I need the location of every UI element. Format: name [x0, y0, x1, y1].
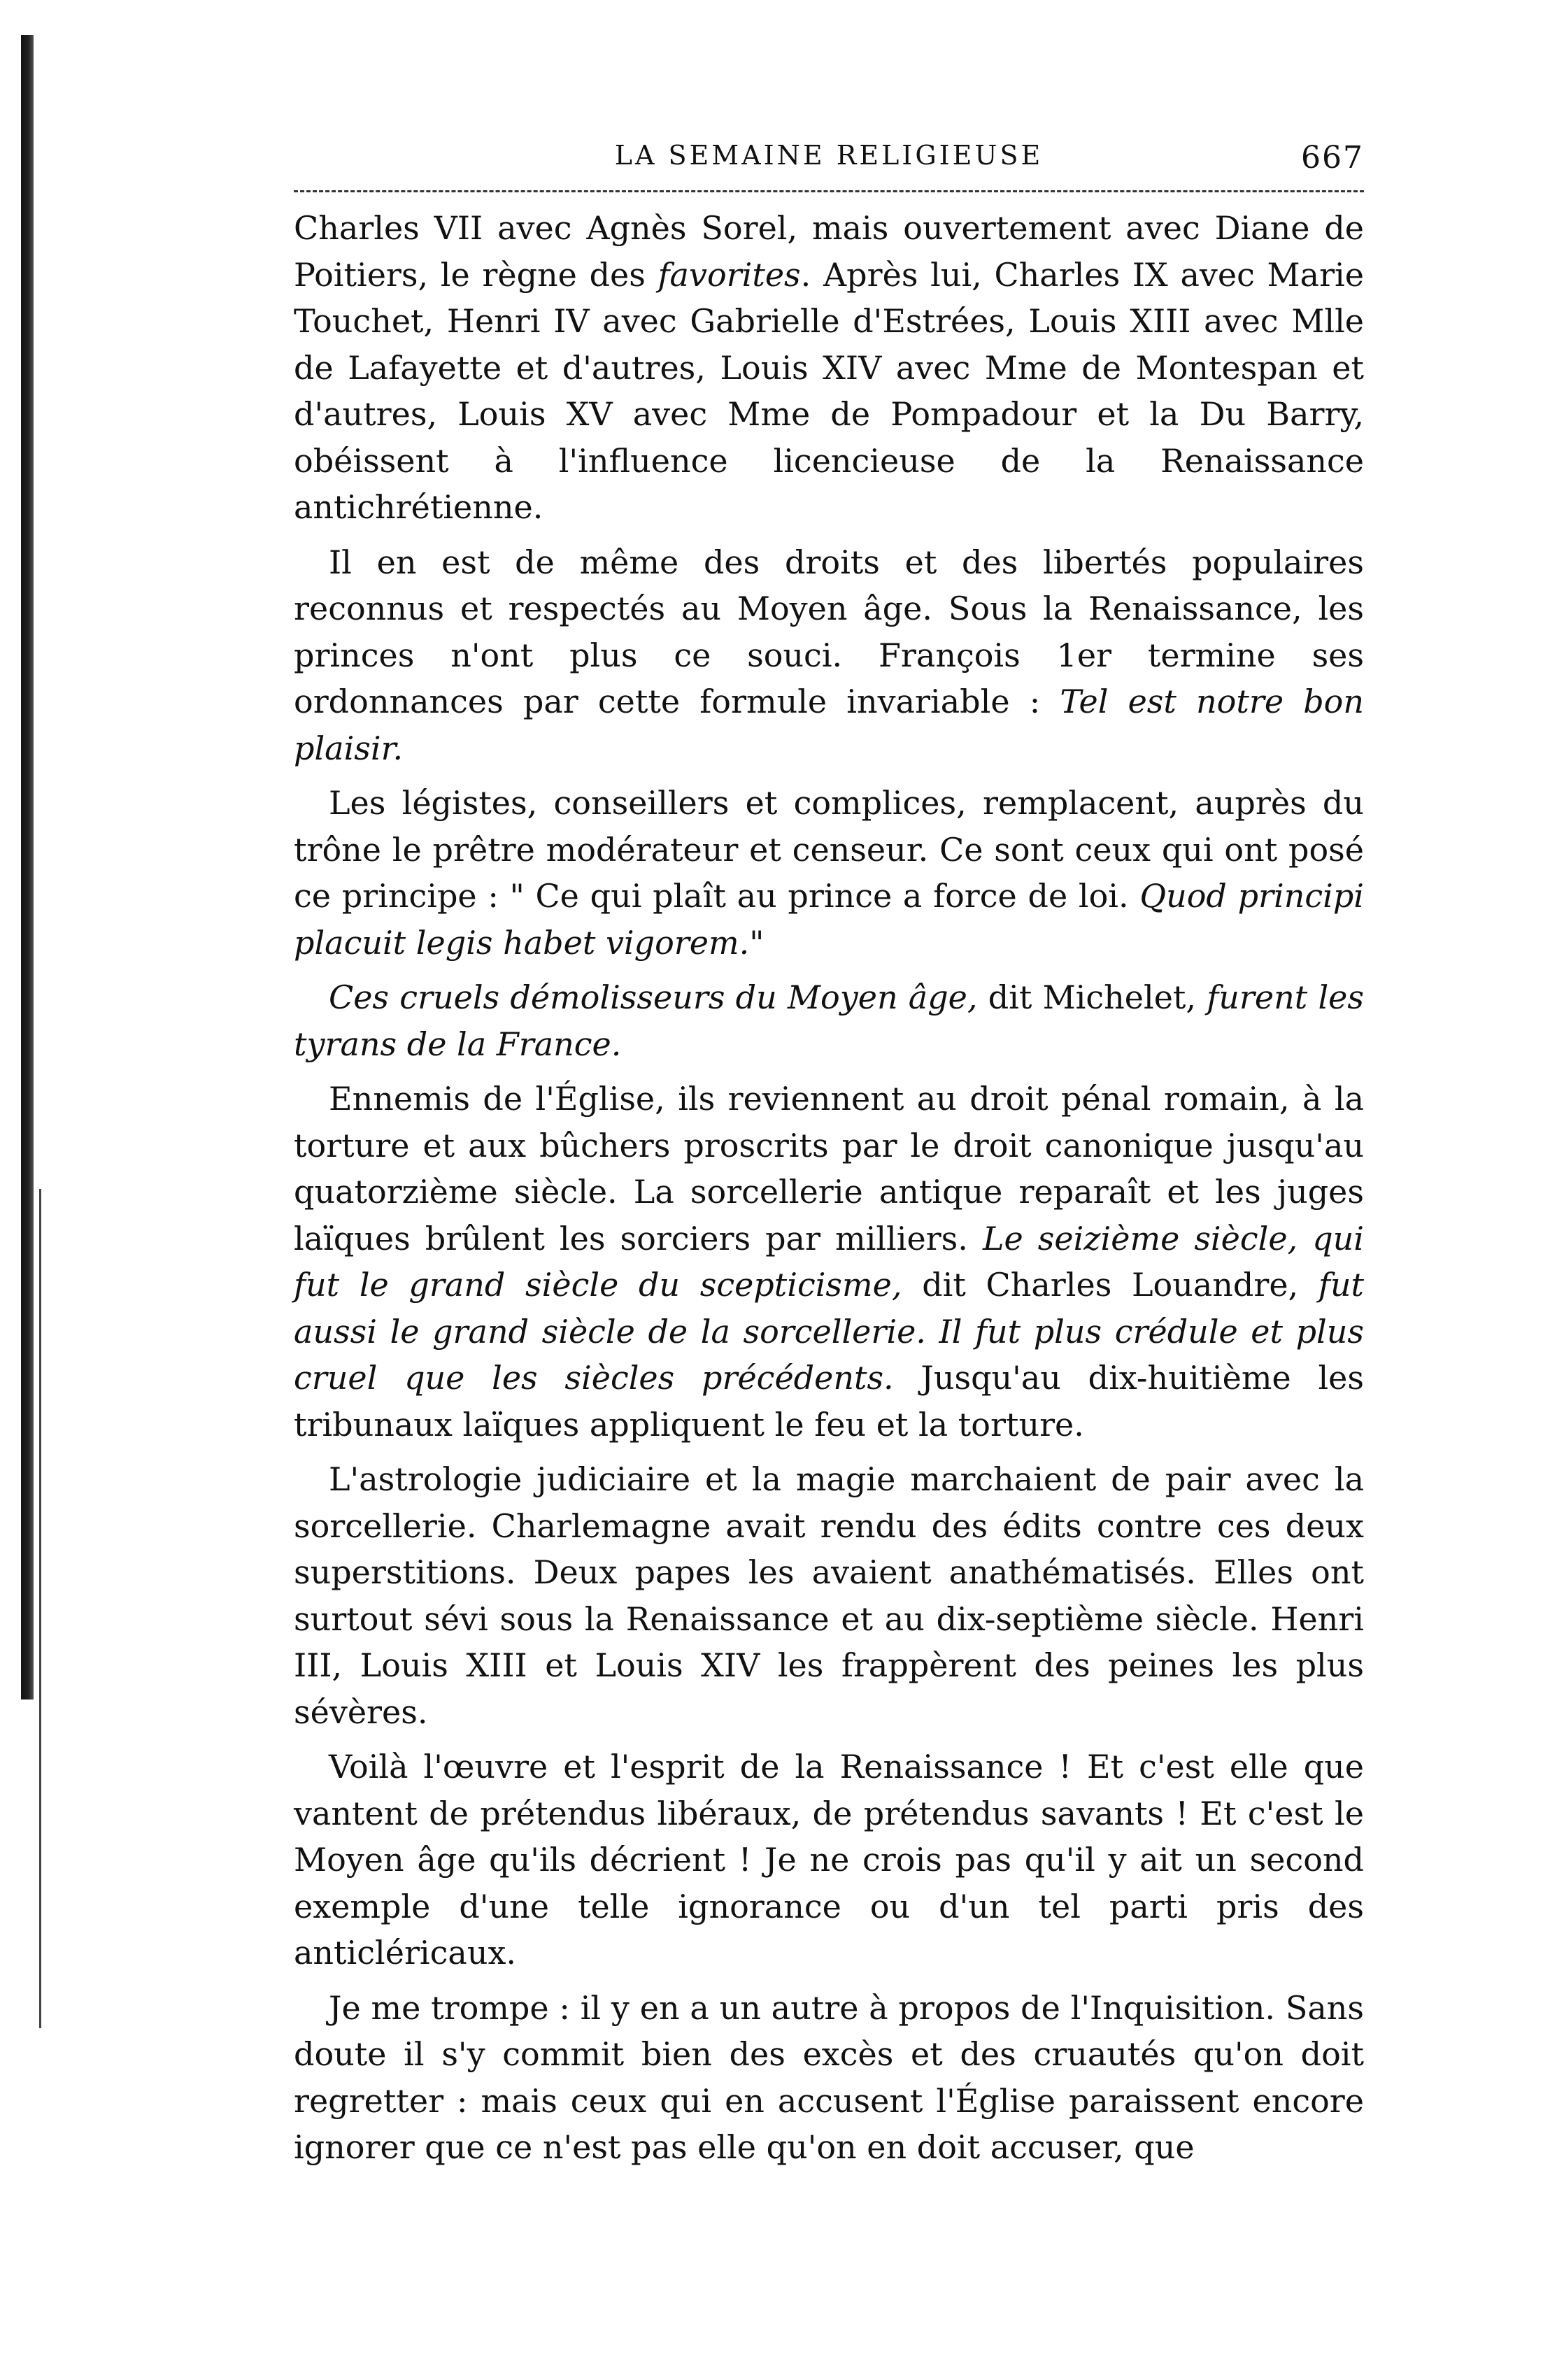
paragraph — [294, 539, 1364, 772]
paragraph — [294, 974, 1364, 1067]
italic-run: Le seizième siècle, qui fut le grand siècle du scepticisme, — [294, 1219, 1364, 1304]
italic-run: Ces cruels démolisseurs du Moyen âge, — [329, 978, 978, 1016]
italic-run: Tel est notre bon plaisir. — [294, 683, 1364, 767]
book-page — [294, 140, 1364, 2179]
paragraph — [294, 1744, 1364, 1976]
text-run: Je me trompe : il y en a un autre à propos de l'Inquisition. Sans doute il s'y commit bien des excès et des cruautés qu'on doit regretter : mais ceux qui en accusent l'Église paraissent encore ignorer que ce n'est pas elle qu'on en doit accuser, que — [294, 1988, 1364, 2166]
page-number: 667 — [1301, 140, 1364, 176]
page-body — [294, 205, 1364, 2171]
header-rule — [294, 190, 1364, 192]
paragraph — [294, 205, 1364, 531]
text-run: Jusqu'au dix-huitième les tribunaux laïques appliquent le feu et la torture. — [294, 1359, 1364, 1444]
paragraph — [294, 1456, 1364, 1735]
paragraph — [294, 780, 1364, 966]
text-run: dit Charles Louandre, — [902, 1266, 1318, 1304]
italic-run: furent les tyrans de la France. — [294, 978, 1364, 1063]
text-run: Il en est de même des droits et des libertés populaires reconnus et respectés au Moyen âge. Sous la Renaissance, les princes n'ont plus ce souci. François 1er termine ses ordonnances par cette formule invariable : — [294, 543, 1364, 720]
text-run: Charles VII avec Agnès Sorel, mais ouvertement avec Diane de Poitiers, le règne des — [294, 209, 1364, 294]
paragraph — [294, 1076, 1364, 1448]
text-run: Ennemis de l'Église, ils reviennent au droit pénal romain, à la torture et aux bûchers proscrits par le droit canonique jusqu'au quatorzième siècle. La sorcellerie antique reparaît et les juges laïques brûlent les sorciers par milliers. — [294, 1080, 1364, 1257]
text-run: Voilà l'œuvre et l'esprit de la Renaissance ! Et c'est elle que vantent de prétendus libéraux, de prétendus savants ! Et c'est le Moyen âge qu'ils décrient ! Je ne crois pas qu'il y ait un second exemple d'une telle ignorance ou d'un tel parti pris des anticléricaux. — [294, 1748, 1364, 1972]
italic-run: Quod principi placuit legis habet vigorem. — [294, 877, 1364, 962]
text-run: . Après lui, Charles IX avec Marie Touchet, Henri IV avec Gabrielle d'Estrées, Louis XIII avec Mlle de Lafayette et d'autres, Louis XIV avec Mme de Montespan et d'autres, Louis XV avec Mme de Pompadour et la Du Barry, obéissent à l'influence licencieuse de la Renaissance antichrétienne. — [294, 255, 1364, 526]
running-title: LA SEMAINE RELIGIEUSE — [614, 140, 1044, 171]
text-run: dit Michelet, — [977, 978, 1207, 1016]
paragraph — [294, 1985, 1364, 2171]
running-head — [294, 140, 1364, 182]
scan-gutter-line — [39, 1189, 41, 2028]
italic-run: fut aussi le grand siècle de la sorcellerie. Il fut plus crédule et plus cruel que les siècles précédents. — [294, 1266, 1364, 1397]
text-run: " — [749, 923, 765, 962]
italic-run: favorites — [657, 255, 801, 294]
text-run: Les légistes, conseillers et complices, remplacent, auprès du trône le prêtre modérateur et censeur. Ce sont ceux qui ont posé ce principe : " Ce qui plaît au prince a force de loi. — [294, 784, 1364, 915]
text-run: L'astrologie judiciaire et la magie marchaient de pair avec la sorcellerie. Charlemagne avait rendu des édits contre ces deux superstitions. Deux papes les avaient anathématisés. Elles ont surtout sévi sous la Renaissance et au dix-septième siècle. Henri III, Louis XIII et Louis XIV les frappèrent des peines les plus sévères. — [294, 1460, 1364, 1731]
scan-gutter-shadow — [21, 35, 34, 1700]
